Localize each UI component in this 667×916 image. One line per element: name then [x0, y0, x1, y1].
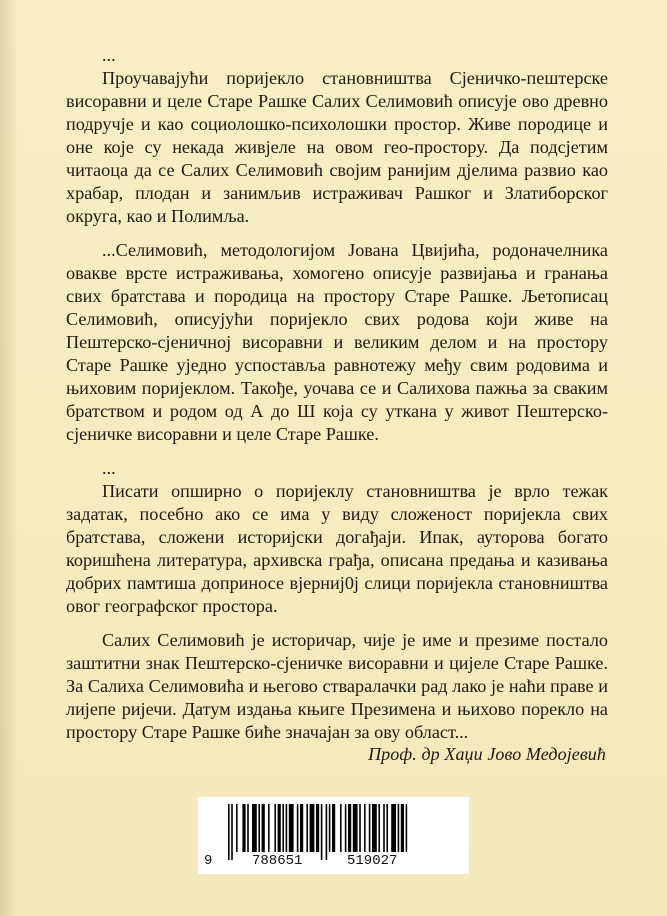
barcode-bar	[372, 804, 377, 852]
barcode-bar	[236, 804, 238, 852]
barcode-bar	[310, 804, 315, 852]
barcode-bar	[383, 804, 385, 852]
barcode-bar	[348, 804, 351, 852]
author-signature: Проф. др Хаџи Јово Медојевић	[368, 744, 606, 764]
paragraph-2: ...Селимовић, методологијом Јована Цвијића, родоначелника овакве врсте истраживања, хомогено описује развијања и гранања свих братстава и породица на простору Старе Рашке. Љетописац Селимовић, описујући поријекло свих родова који живе на Пештерско-сјеничној висоравни и великим делом и на простору Старе Рашке уједно успоставља равнотежу међу свим родовима и њиховим поријеклом. Такође, уочава се и Салихова пажња за сваким братством и родом од А до Ш која су уткана у живот Пештерско-сјеничке висоравни и целе Старе Рашке.	[66, 240, 608, 444]
spine-shadow	[0, 0, 18, 916]
barcode-digit-prefix: 9	[204, 853, 213, 869]
barcode-bar	[242, 804, 245, 852]
barcode-bar	[231, 804, 233, 860]
barcode-bar	[398, 804, 400, 852]
barcode-bar	[316, 804, 319, 852]
barcode-bar	[278, 804, 281, 852]
ellipsis-1: ...	[102, 45, 116, 65]
barcode-bar	[340, 804, 342, 852]
barcode-bar	[247, 804, 249, 852]
paragraph-3: Писати опширно о поријеклу становништва је врло тежак задатак, посебно ако се има у виду сложеност поријекла свих братстава, сложени историјски догађаји. Ипак, ауторова богато коришћена литература, архивска грађа, описана предања и казивања добрих памтиша доприносе вјерниј0ј слици поријекла становништва овог географског простора.	[66, 481, 608, 616]
barcode-bar	[300, 804, 303, 852]
isbn-barcode	[198, 797, 469, 874]
barcode-bar	[228, 804, 230, 860]
barcode-bar	[321, 804, 323, 860]
ellipsis-2: ...	[102, 458, 116, 478]
barcode-bar	[329, 804, 331, 852]
barcode-bar	[353, 804, 358, 852]
barcode-bar	[268, 804, 270, 852]
barcode-bar	[306, 804, 308, 852]
barcode-bar	[289, 804, 294, 852]
barcode-bar	[359, 804, 361, 852]
barcode-bar	[297, 804, 299, 852]
barcode-bar	[258, 804, 260, 852]
barcode-bar	[364, 804, 366, 852]
barcode-bar	[332, 804, 335, 852]
barcode-bar	[391, 804, 396, 852]
blurb-text	[66, 44, 608, 744]
paragraph-4: Салих Селимовић је историчар, чије је име и презиме постало заштитни знак Пештерско-сјеничке висоравни и цијеле Старе Рашке. За Салиха Селимовића и његово стваралачки рад лако је наћи праве и лијепе ријечи. Датум издања књиге Презимена и њихово порекло на простору Старе Рашке биће значајан за ову област...	[66, 630, 608, 742]
barcode-bar	[378, 804, 380, 852]
barcode-bar	[252, 804, 257, 852]
paragraph-1: Проучавајући поријекло становништва Сјеничко-пештерске висоравни и целе Старе Рашке Салих Селимовић описује ово древно подручје и као социолошко-психолошки простор. Живе породице и оне које су некада живјеле на овом гео-простору. Да подсјетим читаоца да се Салих Селимовић својим ранијим дјелима развио као храбар, плодан и занимљив истраживач Рашког и Златиборског округа, као и Полимља.	[66, 68, 608, 226]
barcode-bar	[286, 804, 288, 852]
barcode-bar	[401, 804, 404, 852]
barcode-number	[198, 853, 469, 873]
barcode-bar	[406, 804, 408, 852]
barcode-bar	[386, 804, 388, 852]
barcode-bar	[262, 804, 265, 852]
barcode-digits-right: 519027	[347, 853, 398, 869]
barcode-bar	[274, 804, 276, 852]
barcode-bar	[282, 804, 284, 852]
barcode-digits-left: 788651	[252, 853, 303, 869]
barcode-bar	[345, 804, 347, 852]
barcode-bar	[369, 804, 371, 852]
barcode-bar	[326, 804, 328, 860]
